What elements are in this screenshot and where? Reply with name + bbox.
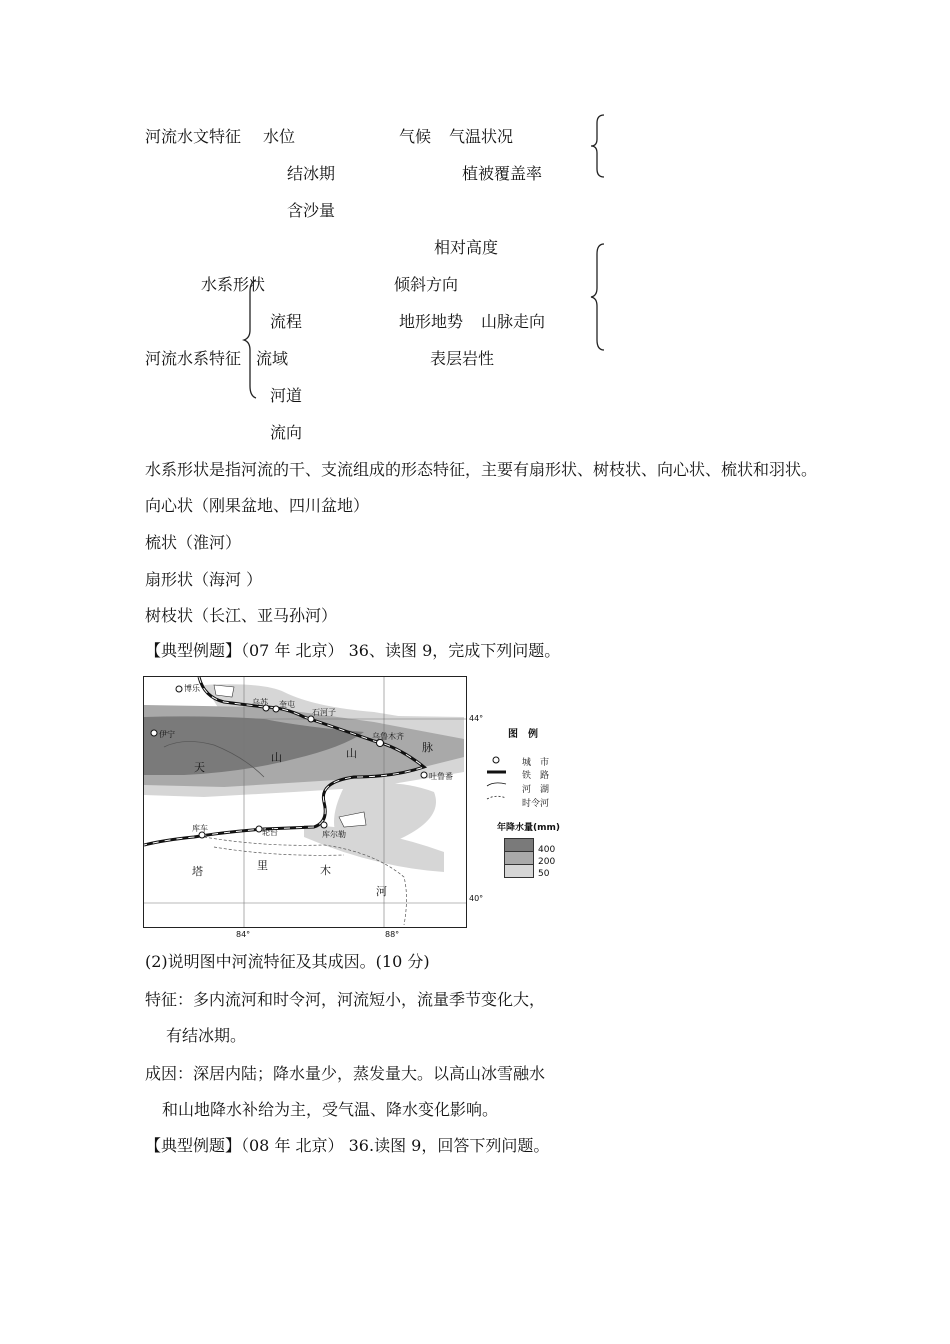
- paragraph-fan: 扇形状（海河 ）: [145, 570, 263, 589]
- answer-cause-line2: 和山地降水补给为主，受气温、降水变化影响。: [162, 1100, 499, 1119]
- relief-relative-height: 相对高度: [434, 238, 499, 257]
- item-channel: 河道: [270, 386, 303, 405]
- legend-precip-title: 年降水量(mm): [497, 823, 560, 833]
- precip-200: 200: [538, 857, 556, 867]
- city-bole: 博乐: [184, 684, 200, 693]
- label-mu: 木: [320, 864, 331, 877]
- relief-slope-direction: 倾斜方向: [394, 275, 459, 294]
- legend-city: 城 市: [522, 758, 550, 768]
- paragraph-centripetal: 向心状（刚果盆地、四川盆地）: [145, 496, 370, 515]
- relief-mountain-trend: 山脉走向: [481, 312, 546, 331]
- label-shan-2: 山: [346, 747, 357, 760]
- factor-temperature: 气温状况: [449, 127, 514, 146]
- city-shihezi: 石河子: [312, 708, 336, 717]
- label-tian: 天: [194, 761, 205, 774]
- legend-river-lake: 河 湖: [522, 785, 550, 795]
- city-korla: 库尔勒: [322, 830, 346, 839]
- factor-climate: 气候: [399, 127, 432, 146]
- item-length: 流程: [270, 312, 303, 331]
- answer-feature-line1: 特征：多内流河和时令河，河流短小，流量季节变化大，: [145, 990, 546, 1009]
- legend-symbols: [484, 754, 512, 810]
- city-luntai: 轮台: [262, 828, 278, 837]
- lon-88: 88°: [385, 930, 400, 939]
- item-sediment: 含沙量: [287, 201, 336, 220]
- question-2: (2)说明图中河流特征及其成因。(10 分): [145, 952, 430, 971]
- label-li: 里: [257, 859, 268, 872]
- label-he: 河: [376, 885, 387, 898]
- example-heading-08: 【典型例题】（08 年 北京） 36.读图 9，回答下列问题。: [145, 1136, 550, 1155]
- legend-seasonal-river: 时令河: [522, 799, 550, 809]
- precip-swatch-50: [504, 864, 534, 878]
- city-yining: 伊宁: [159, 730, 175, 739]
- item-direction: 流向: [270, 423, 303, 442]
- factor-vegetation: 植被覆盖率: [462, 164, 543, 183]
- map-graphic: [144, 677, 466, 927]
- drainage-shape: 水系形状: [201, 275, 266, 294]
- answer-feature-line2: 有结冰期。: [166, 1026, 247, 1045]
- answer-cause-line1: 成因：深居内陆；降水量少，蒸发量大。以高山冰雪融水: [145, 1064, 546, 1083]
- relief-terrain: 地形地势: [399, 312, 464, 331]
- drainage-feature-title: 河流水系特征: [145, 349, 242, 368]
- city-kuitun: 奎屯: [279, 700, 295, 709]
- item-water-level: 水位: [263, 127, 296, 146]
- precip-50: 50: [538, 869, 550, 879]
- paragraph-drainage-definition: 水系形状是指河流的干、支流组成的形态特征，主要有扇形状、树枝状、向心状、梳状和羽状。: [145, 460, 818, 479]
- paragraph-dendritic: 树枝状（长江、亚马孙河）: [145, 606, 338, 625]
- lat-44: 44°: [469, 714, 484, 723]
- label-shan-1: 山: [271, 751, 282, 764]
- label-mai: 脉: [422, 741, 433, 754]
- city-urumqi: 乌鲁木齐: [372, 732, 404, 741]
- city-kuqa: 库车: [192, 824, 208, 833]
- xinjiang-map: [143, 676, 467, 928]
- lon-84: 84°: [236, 930, 251, 939]
- precip-swatch-200: [504, 851, 534, 865]
- label-ta: 塔: [192, 865, 203, 878]
- left-brace: [242, 278, 258, 400]
- right-brace-2: [588, 242, 608, 352]
- legend-title: 图 例: [508, 729, 538, 740]
- paragraph-comb: 梳状（淮河）: [145, 533, 242, 552]
- hydro-feature-title: 河流水文特征: [145, 127, 242, 146]
- right-brace-1: [588, 113, 608, 179]
- relief-surface-rock: 表层岩性: [430, 349, 495, 368]
- item-basin: 流域: [256, 349, 289, 368]
- city-turpan: 吐鲁番: [429, 772, 453, 781]
- precip-swatch-400: [504, 838, 534, 852]
- legend-railway: 铁 路: [522, 771, 550, 781]
- precip-400: 400: [538, 845, 556, 855]
- item-freeze-period: 结冰期: [287, 164, 336, 183]
- city-wusu: 乌苏: [252, 698, 268, 707]
- example-heading-07: 【典型例题】（07 年 北京） 36、读图 9，完成下列问题。: [145, 641, 561, 660]
- lat-40: 40°: [469, 894, 484, 903]
